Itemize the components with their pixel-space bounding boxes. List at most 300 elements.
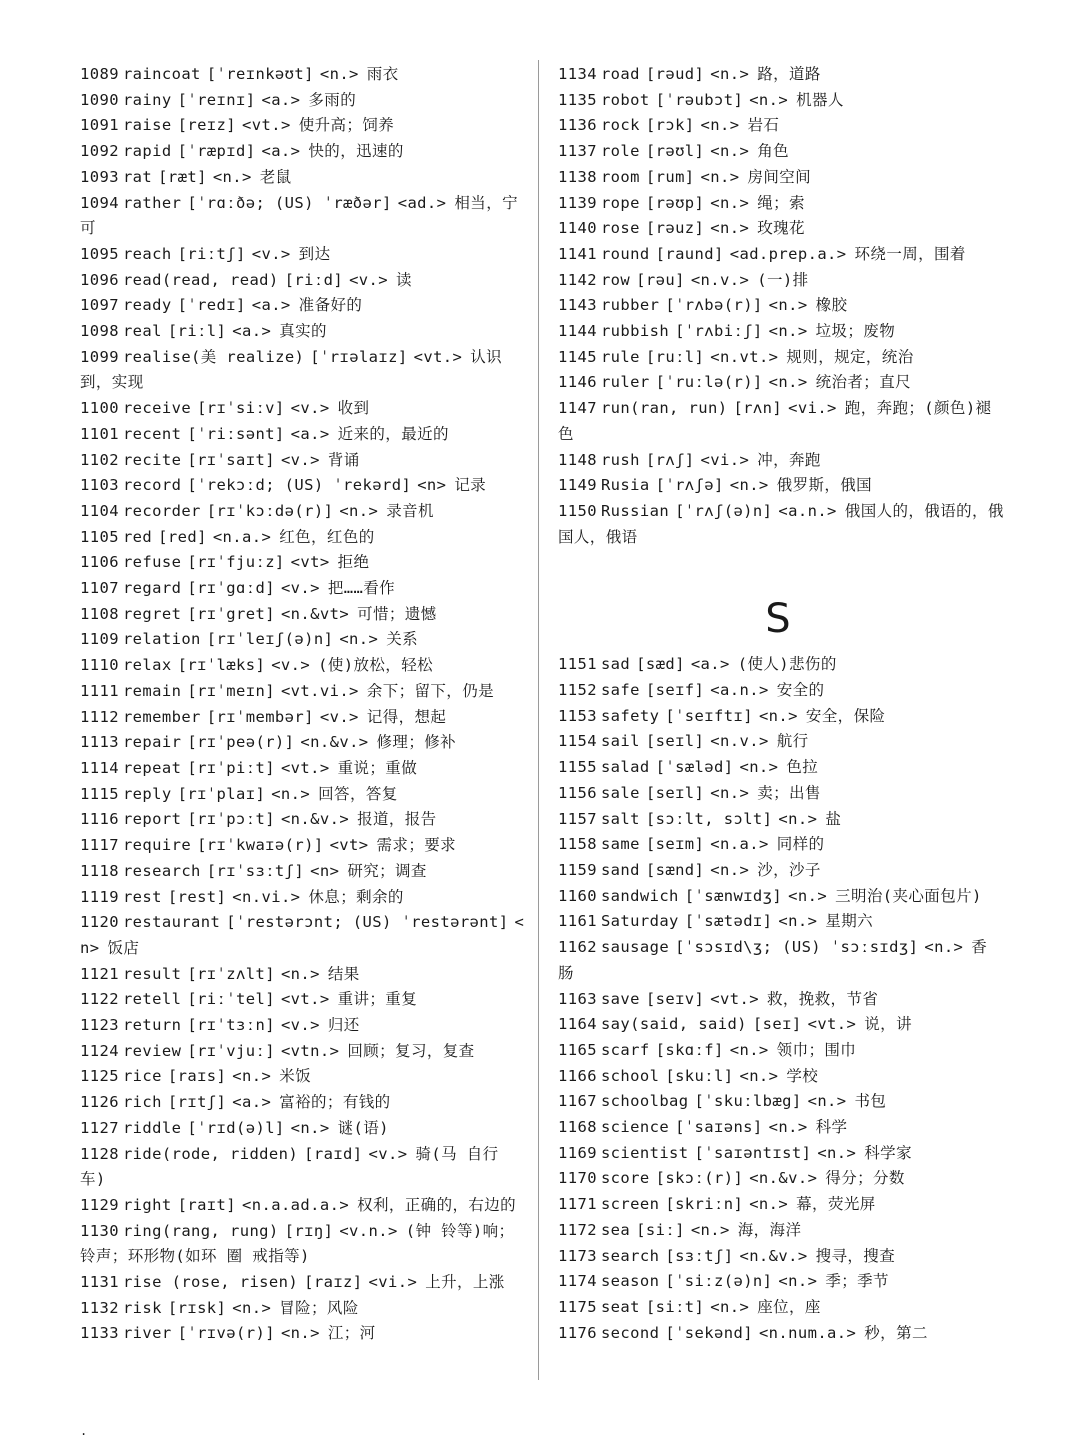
- entry-meaning: 科学: [815, 1118, 848, 1137]
- entry-phonetic: [siːt]: [645, 1297, 705, 1316]
- vocab-entry: [80, 833, 528, 859]
- entry-part-of-speech: <n.vt.>: [710, 347, 779, 366]
- entry-phonetic: [riːˈtel]: [187, 990, 275, 1009]
- entry-meaning: 归还: [327, 1016, 360, 1035]
- entry-number: 1105: [80, 527, 119, 546]
- entry-phonetic: [rɪˈsɜːtʃ]: [206, 861, 305, 880]
- entry-part-of-speech: <a.>: [261, 142, 301, 161]
- vocab-entry: [558, 884, 1006, 910]
- entry-phonetic: [ˈreɪnɪ]: [177, 90, 256, 109]
- entry-phonetic: [ˈrʌbiːʃ]: [675, 322, 763, 341]
- vocab-entry: [80, 525, 528, 551]
- entry-word: report: [122, 810, 182, 829]
- entry-meaning: 规则，规定，统治: [786, 347, 914, 366]
- entry-meaning: 星期六: [825, 912, 874, 931]
- entry-meaning: 沙，沙子: [757, 860, 821, 879]
- entry-meaning: 卖；出售: [757, 783, 821, 802]
- entry-word: regard: [122, 579, 182, 598]
- vocab-entry: [558, 139, 1006, 165]
- vocab-entry: [558, 832, 1006, 858]
- entry-part-of-speech: <n.>: [768, 296, 808, 315]
- vocab-entry: [80, 499, 528, 525]
- entry-part-of-speech: <n.>: [778, 809, 818, 828]
- entry-phonetic: [skɔː(r)]: [655, 1169, 744, 1188]
- entry-phonetic: [rum]: [645, 167, 695, 186]
- entry-word: regret: [122, 604, 182, 623]
- entry-meaning: 近来的，最近的: [337, 424, 449, 443]
- entry-part-of-speech: <n.>: [280, 964, 320, 983]
- entry-word: rose: [600, 219, 640, 238]
- entry-number: 1115: [80, 784, 119, 803]
- entry-phonetic: [ˈrestərɔnt; (US) ˈrestərənt]: [226, 913, 509, 932]
- entry-phonetic: [raɪs]: [167, 1067, 227, 1086]
- entry-number: 1113: [80, 733, 119, 752]
- footer-mark: .: [80, 1424, 88, 1438]
- vocab-entry: [558, 1295, 1006, 1321]
- vocab-entry: [558, 987, 1006, 1013]
- entry-phonetic: [skuːl]: [665, 1066, 734, 1085]
- vocab-entry: [558, 807, 1006, 833]
- entry-part-of-speech: <n.v.>: [710, 732, 769, 751]
- vocab-entry: [558, 909, 1006, 935]
- entry-number: 1100: [80, 399, 119, 418]
- entry-part-of-speech: <n.>: [339, 630, 379, 649]
- entry-number: 1111: [80, 681, 119, 700]
- vocab-entry: [80, 705, 528, 731]
- entry-meaning: 科学家: [864, 1143, 912, 1162]
- vocab-entry: [558, 113, 1006, 139]
- entry-word: repair: [122, 733, 182, 752]
- entry-number: 1176: [558, 1323, 597, 1342]
- vocab-entry: [558, 781, 1006, 807]
- vocab-entry: [80, 191, 528, 242]
- entry-phonetic: [raund]: [655, 244, 724, 263]
- vocab-entry: [80, 987, 528, 1013]
- entry-meaning: 米饭: [279, 1067, 312, 1086]
- entry-phonetic: [rɪˈlæks]: [177, 656, 266, 675]
- entry-word: robot: [600, 90, 650, 109]
- entry-word: rich: [122, 1093, 162, 1112]
- entry-number: 1149: [558, 476, 597, 495]
- vocab-entry: [558, 499, 1006, 550]
- entry-part-of-speech: <n.>: [778, 1272, 818, 1291]
- entry-word: Russian: [600, 501, 670, 520]
- vocab-entry: [80, 627, 528, 653]
- entry-word: rise (rose, risen): [122, 1273, 299, 1292]
- vocab-entry: [558, 1064, 1006, 1090]
- vocab-entry: [558, 293, 1006, 319]
- entry-number: 1101: [80, 424, 119, 443]
- entry-meaning: 垃圾；废物: [815, 322, 896, 341]
- vocab-entry: [80, 1193, 528, 1219]
- vocab-entry: [558, 729, 1006, 755]
- vocab-entry: [80, 730, 528, 756]
- entry-number: 1094: [80, 193, 119, 212]
- entry-meaning: 快的，迅速的: [308, 142, 404, 161]
- entry-part-of-speech: <vt>: [329, 836, 369, 855]
- entry-part-of-speech: <n.a.ad.a.>: [242, 1195, 350, 1214]
- entry-number: 1107: [80, 579, 119, 598]
- entry-word: refuse: [122, 553, 182, 572]
- right-column: [558, 62, 1006, 1346]
- entry-word: require: [122, 836, 192, 855]
- entry-number: 1158: [558, 835, 597, 854]
- entry-part-of-speech: <n.>: [729, 476, 769, 495]
- entry-part-of-speech: <v.>: [290, 399, 330, 418]
- entry-meaning: 路，道路: [757, 65, 821, 83]
- entry-meaning: 重讲；重复: [337, 990, 418, 1009]
- entry-part-of-speech: <n.>: [788, 886, 828, 905]
- entry-meaning: 橡胶: [815, 296, 848, 315]
- entry-word: scarf: [600, 1040, 650, 1059]
- entry-phonetic: [siː]: [636, 1220, 685, 1239]
- entry-word: rapid: [122, 142, 172, 161]
- entry-number: 1143: [558, 296, 597, 315]
- entry-number: 1092: [80, 142, 119, 161]
- entry-number: 1099: [80, 347, 119, 366]
- entry-part-of-speech: <v.>: [349, 270, 388, 289]
- vocab-entry: [558, 268, 1006, 294]
- entry-part-of-speech: <a.>: [261, 90, 301, 109]
- entry-meaning: 绳；索: [757, 193, 805, 212]
- entry-part-of-speech: <n.>: [690, 1220, 730, 1239]
- entry-part-of-speech: <a.>: [690, 655, 730, 674]
- vocab-entry: [558, 1141, 1006, 1167]
- entry-part-of-speech: <n.&v.>: [280, 810, 350, 829]
- entry-phonetic: [sɔːlt, sɔlt]: [645, 809, 773, 828]
- vocab-entry: [80, 1296, 528, 1322]
- entry-meaning: 江；河: [327, 1324, 376, 1343]
- left-column: [80, 62, 528, 1347]
- vocab-entry: [80, 165, 528, 191]
- entry-phonetic: [ˈsaɪəns]: [675, 1118, 763, 1137]
- entry-phonetic: [rɪˈmembər]: [206, 707, 314, 726]
- vocab-entry: [558, 191, 1006, 217]
- entry-word: road: [600, 65, 640, 83]
- entry-number: 1114: [80, 758, 119, 777]
- entry-meaning: 背诵: [327, 450, 360, 469]
- entry-meaning: 红色，红色的: [279, 527, 375, 546]
- entry-meaning: 学校: [786, 1066, 819, 1085]
- entry-phonetic: [seɪv]: [645, 989, 705, 1008]
- entry-part-of-speech: <n.>: [768, 1118, 808, 1137]
- entry-word: row: [600, 270, 631, 289]
- entry-phonetic: [rəʊl]: [645, 142, 705, 161]
- entry-part-of-speech: <n.>: [710, 142, 750, 161]
- entry-part-of-speech: <n.&vt>: [280, 604, 350, 623]
- entry-part-of-speech: <a.n.>: [710, 681, 769, 700]
- entry-word: rock: [600, 116, 640, 135]
- vocab-entry: [558, 448, 1006, 474]
- entry-word: sandwich: [600, 886, 679, 905]
- entry-phonetic: [rʌn]: [733, 399, 783, 418]
- entry-part-of-speech: <n.>: [232, 1067, 272, 1086]
- entry-phonetic: [ˈreɪnkəʊt]: [206, 65, 314, 83]
- entry-word: sausage: [600, 938, 670, 957]
- vocab-entry: [80, 1013, 528, 1039]
- entry-word: season: [600, 1272, 660, 1291]
- entry-number: 1104: [80, 501, 119, 520]
- entry-number: 1116: [80, 810, 119, 829]
- entry-meaning: 收到: [337, 399, 370, 418]
- entry-meaning: 搜寻，搜查: [815, 1246, 896, 1265]
- entry-number: 1174: [558, 1272, 597, 1291]
- entry-phonetic: [rɪˈkɔːdə(r)]: [206, 501, 334, 520]
- entry-part-of-speech: <n>: [417, 476, 447, 495]
- vocab-entry: [558, 1218, 1006, 1244]
- entry-meaning: (钟 铃等)响；铃声；环形物(如环 圈 戒指等): [80, 1221, 515, 1266]
- entry-part-of-speech: <n.>: [739, 758, 779, 777]
- entry-word: riddle: [122, 1118, 182, 1137]
- entry-number: 1162: [558, 938, 597, 957]
- vocab-entry: [558, 370, 1006, 396]
- entry-phonetic: [rɪˈtɜːn]: [187, 1016, 275, 1035]
- vocab-entry: [558, 858, 1006, 884]
- entry-part-of-speech: <v.>: [251, 244, 291, 263]
- entry-number: 1098: [80, 322, 119, 341]
- entry-meaning: 座位，座: [757, 1297, 821, 1316]
- entry-word: safe: [600, 681, 640, 700]
- entry-number: 1097: [80, 296, 119, 315]
- vocab-entry: [80, 1321, 528, 1347]
- column-divider: [538, 60, 539, 1380]
- entry-phonetic: [rɪŋ]: [284, 1221, 334, 1240]
- entry-meaning: 重说；重做: [337, 758, 418, 777]
- entry-phonetic: [ˈsætədɪ]: [684, 912, 773, 931]
- entry-part-of-speech: <n.&v.>: [749, 1169, 818, 1188]
- vocab-entry: [558, 755, 1006, 781]
- entry-phonetic: [ˈskuːlbæg]: [694, 1092, 802, 1111]
- entry-meaning: (使人)悲伤的: [737, 655, 837, 674]
- entry-phonetic: [ræt]: [158, 167, 207, 186]
- entry-part-of-speech: <n.>: [232, 1298, 272, 1317]
- entry-part-of-speech: <ad.>: [397, 193, 447, 212]
- entry-part-of-speech: <v.>: [280, 579, 320, 598]
- entry-meaning: 记得，想起: [366, 707, 447, 726]
- vocab-entry: [80, 653, 528, 679]
- entry-meaning: 跑，奔跑；(颜色)褪色: [558, 399, 992, 443]
- entry-phonetic: [rɪˈvjuː]: [187, 1041, 275, 1060]
- entry-meaning: 上升，上涨: [425, 1273, 505, 1292]
- entry-number: 1150: [558, 501, 597, 520]
- entry-word: science: [600, 1118, 670, 1137]
- entry-part-of-speech: <n.>: [700, 167, 740, 186]
- entry-meaning: 航行: [776, 732, 809, 751]
- entry-meaning: 老鼠: [259, 167, 292, 186]
- entry-number: 1127: [80, 1118, 119, 1137]
- entry-part-of-speech: <n.>: [729, 1040, 769, 1059]
- entry-part-of-speech: <n.>: [817, 1143, 857, 1162]
- entry-phonetic: [rʌʃ]: [645, 450, 695, 469]
- entry-part-of-speech: <vt.>: [413, 347, 463, 366]
- vocab-entry: [558, 345, 1006, 371]
- vocab-entry: [80, 345, 528, 396]
- entry-number: 1157: [558, 809, 597, 828]
- entry-word: seat: [600, 1297, 640, 1316]
- entry-phonetic: [red]: [158, 527, 207, 546]
- entry-part-of-speech: <v.>: [368, 1144, 408, 1163]
- entry-part-of-speech: <v.>: [280, 450, 320, 469]
- entry-part-of-speech: <n.>: [271, 784, 311, 803]
- entry-word: ruler: [600, 373, 650, 392]
- entry-phonetic: [ˈrəubɔt]: [655, 90, 744, 109]
- entry-phonetic: [rɪˈleɪʃ(ə)n]: [206, 630, 334, 649]
- entry-phonetic: [ruːl]: [645, 347, 705, 366]
- entry-word: rubber: [600, 296, 660, 315]
- entry-phonetic: [ˈrʌbə(r)]: [665, 296, 763, 315]
- entry-part-of-speech: <n.>: [339, 501, 379, 520]
- entry-word: read(read, read): [122, 270, 279, 289]
- entry-meaning: 冲，奔跑: [757, 450, 821, 469]
- entry-number: 1169: [558, 1143, 597, 1162]
- entry-number: 1120: [80, 913, 119, 932]
- vocab-entry: [558, 1192, 1006, 1218]
- vocab-entry: [80, 1270, 528, 1296]
- entry-part-of-speech: <vt.>: [807, 1015, 857, 1034]
- entry-part-of-speech: <a.>: [232, 322, 272, 341]
- entry-part-of-speech: <vt.>: [280, 990, 330, 1009]
- entry-number: 1130: [80, 1221, 119, 1240]
- vocab-entry: [80, 293, 528, 319]
- entry-part-of-speech: <a.>: [232, 1093, 272, 1112]
- entry-number: 1167: [558, 1092, 597, 1111]
- entry-meaning: 安全，保险: [805, 706, 886, 725]
- entry-meaning: 回顾；复习，复查: [347, 1041, 475, 1060]
- entry-meaning: 余下；留下，仍是: [366, 681, 494, 700]
- entry-meaning: 休息；剩余的: [308, 887, 404, 906]
- entry-part-of-speech: <a.n.>: [778, 501, 837, 520]
- vocab-entry: [80, 396, 528, 422]
- entry-part-of-speech: <a.>: [251, 296, 291, 315]
- entry-number: 1095: [80, 244, 119, 263]
- vocab-entry: [80, 88, 528, 114]
- entry-word: retell: [122, 990, 182, 1009]
- entry-part-of-speech: <n.>: [710, 783, 750, 802]
- entry-phonetic: [reɪz]: [177, 116, 237, 135]
- entry-meaning: 说，讲: [864, 1015, 912, 1034]
- entry-part-of-speech: <n.>: [807, 1092, 847, 1111]
- entry-phonetic: [rɪtʃ]: [167, 1093, 227, 1112]
- entry-part-of-speech: <n.vi.>: [232, 887, 301, 906]
- entry-meaning: 岩石: [747, 116, 780, 135]
- entry-number: 1144: [558, 322, 597, 341]
- entry-part-of-speech: <n.>: [710, 860, 750, 879]
- entry-phonetic: [sɜːtʃ]: [665, 1246, 734, 1265]
- entry-part-of-speech: <n.>: [778, 912, 818, 931]
- vocab-entry: [80, 1064, 528, 1090]
- entry-meaning: 秒，第二: [864, 1323, 928, 1342]
- entry-number: 1152: [558, 681, 597, 700]
- entry-word: say(said, said): [600, 1015, 747, 1034]
- entry-meaning: 富裕的；有钱的: [279, 1093, 391, 1112]
- vocab-entry: [80, 448, 528, 474]
- entry-number: 1108: [80, 604, 119, 623]
- entry-number: 1154: [558, 732, 597, 751]
- entry-number: 1147: [558, 399, 597, 418]
- entry-meaning: 报道，报告: [357, 810, 437, 829]
- entry-meaning: 玫瑰花: [757, 219, 805, 238]
- entry-part-of-speech: <n.>: [710, 1297, 750, 1316]
- vocab-entry: [80, 550, 528, 576]
- entry-meaning: 拒绝: [337, 553, 370, 572]
- entry-number: 1112: [80, 707, 119, 726]
- entry-word: scientist: [600, 1143, 689, 1162]
- entry-word: remain: [122, 681, 182, 700]
- entry-word: ride(rode, ridden): [122, 1144, 299, 1163]
- vocab-entry: [80, 422, 528, 448]
- entry-number: 1142: [558, 270, 597, 289]
- vocab-entry: [558, 652, 1006, 678]
- entry-word: score: [600, 1169, 650, 1188]
- entry-meaning: 得分；分数: [825, 1169, 905, 1188]
- entry-phonetic: [rɪˈsaɪt]: [187, 450, 275, 469]
- entry-number: 1123: [80, 1016, 119, 1035]
- entry-word: relation: [122, 630, 201, 649]
- entry-meaning: 俄国人的，俄语的，俄国人，俄语: [558, 501, 1004, 546]
- entry-meaning: 骑(马 自行车): [80, 1144, 499, 1189]
- entry-number: 1124: [80, 1041, 119, 1060]
- entry-part-of-speech: <n.>: [739, 1066, 779, 1085]
- entry-phonetic: [skɑːf]: [655, 1040, 724, 1059]
- entry-word: rice: [122, 1067, 162, 1086]
- entry-phonetic: [rɪˈgret]: [187, 604, 275, 623]
- entry-part-of-speech: <n.>: [924, 938, 964, 957]
- entry-number: 1161: [558, 912, 597, 931]
- entry-part-of-speech: <ad.prep.a.>: [729, 244, 847, 263]
- entry-number: 1106: [80, 553, 119, 572]
- entry-phonetic: [seɪf]: [645, 681, 705, 700]
- entry-part-of-speech: <n.>: [749, 1195, 789, 1214]
- entry-number: 1117: [80, 836, 119, 855]
- entry-word: role: [600, 142, 640, 161]
- entry-phonetic: [rəʊp]: [645, 193, 705, 212]
- vocab-entry: [80, 962, 528, 988]
- entry-number: 1148: [558, 450, 597, 469]
- entry-phonetic: [riːd]: [284, 270, 344, 289]
- entry-word: round: [600, 244, 650, 263]
- entry-number: 1138: [558, 167, 597, 186]
- vocab-entry: [558, 165, 1006, 191]
- entry-number: 1102: [80, 450, 119, 469]
- vocab-entry: [558, 216, 1006, 242]
- entry-word: ring(rang, rung): [122, 1221, 279, 1240]
- entry-number: 1153: [558, 706, 597, 725]
- entry-meaning: 幕，荧光屏: [796, 1195, 876, 1214]
- entry-part-of-speech: <v.>: [319, 707, 359, 726]
- entry-number: 1171: [558, 1195, 597, 1214]
- entry-number: 1163: [558, 989, 597, 1008]
- entry-word: salt: [600, 809, 640, 828]
- entry-meaning: 领巾；围巾: [776, 1040, 857, 1059]
- entry-phonetic: [raɪz]: [304, 1273, 363, 1292]
- entry-meaning: (一)排: [757, 270, 809, 289]
- entry-word: reach: [122, 244, 172, 263]
- entry-number: 1133: [80, 1324, 119, 1343]
- entry-part-of-speech: <n.>: [710, 219, 750, 238]
- entry-meaning: 机器人: [796, 90, 844, 109]
- entry-meaning: 角色: [757, 142, 790, 161]
- entry-word: repeat: [122, 758, 182, 777]
- entry-part-of-speech: <n>: [80, 913, 525, 957]
- entry-word: remember: [122, 707, 201, 726]
- entry-word: sea: [600, 1220, 631, 1239]
- entry-part-of-speech: <n.>: [290, 1118, 330, 1137]
- entry-meaning: 饭店: [107, 938, 140, 957]
- entry-phonetic: [ˈræpɪd]: [177, 142, 256, 161]
- entry-phonetic: [riːl]: [167, 322, 227, 341]
- entry-word: result: [122, 964, 182, 983]
- entry-phonetic: [seɪl]: [645, 783, 705, 802]
